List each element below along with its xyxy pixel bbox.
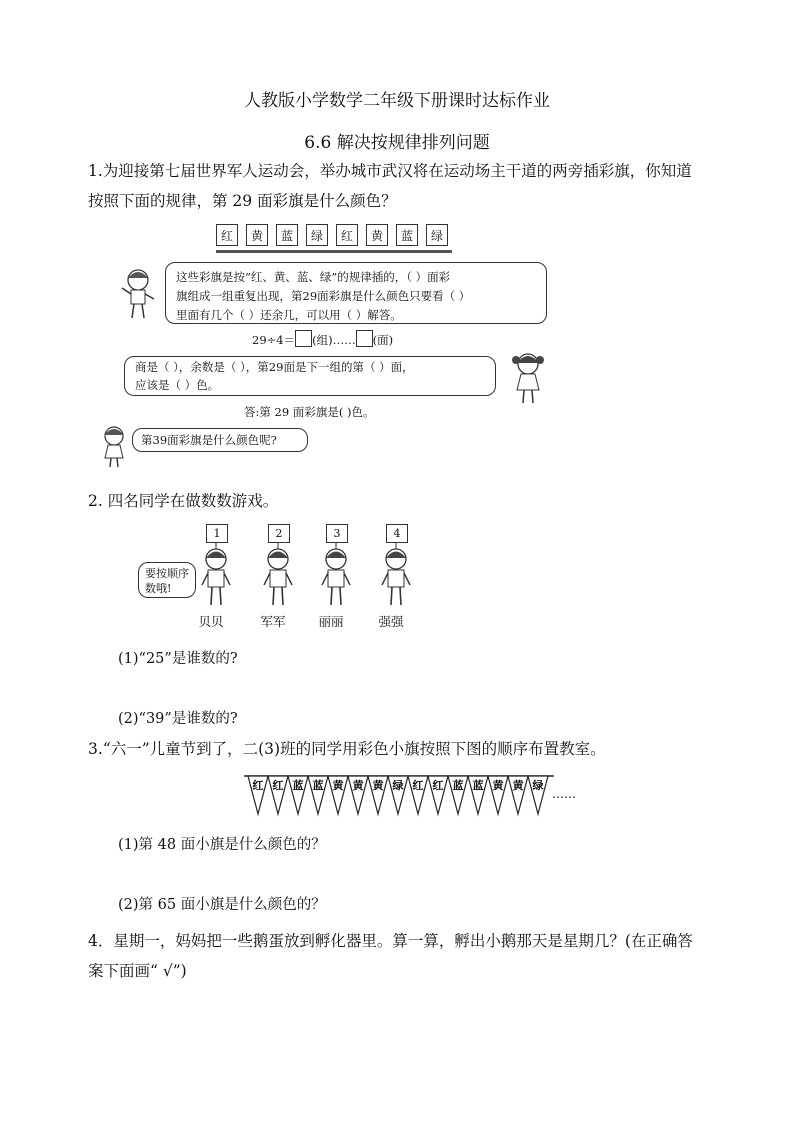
- pennant-ellipsis: ……: [552, 787, 576, 801]
- q3-text: 3.“六一”儿童节到了，二(3)班的同学用彩色小旗按照下图的顺序布置教室。: [88, 740, 606, 758]
- kid-number: 2: [268, 524, 290, 543]
- kid-figure: [318, 524, 354, 613]
- q2-sub2: (2)“39”是谁数的?: [118, 711, 238, 727]
- pennant-label: 绿: [532, 779, 544, 792]
- pennant-label: 红: [252, 779, 264, 792]
- q1-question-bubble: [132, 428, 308, 452]
- q4-text-line1: 4．星期一，妈妈把一些鹅蛋放到孵化器里。算一算，孵出小鹅那天是星期几？(在正确答: [88, 932, 693, 950]
- kid-name: 强强: [378, 614, 404, 629]
- q1-flag: 黄: [246, 224, 268, 246]
- q1-answer-bubble: [124, 356, 496, 396]
- page-subtitle: 6.6 解决按规律排列问题: [304, 133, 490, 153]
- pennant-label: 黄: [512, 779, 524, 792]
- pennant-label: 红: [272, 779, 284, 792]
- q1-flag: 绿: [306, 224, 328, 246]
- pennant-label: 红: [412, 779, 424, 792]
- girl-small-figure-icon: [96, 424, 132, 468]
- child-icon: [378, 543, 414, 609]
- q1-hint-line1: 这些彩旗是按“红、黄、蓝、绿”的规律插的，（ ）面彩: [176, 270, 451, 284]
- q1-hint-line2: 旗组成一组重复出现，第29面彩旗是什么颜色只要看（ ）: [176, 289, 471, 303]
- pennant-label: 绿: [392, 779, 404, 792]
- pennant-label: 黄: [492, 779, 504, 792]
- pennant-string: [240, 772, 600, 818]
- pennant-label: 黄: [332, 779, 344, 792]
- boy-figure-icon: [118, 266, 160, 321]
- q1-text-line1: 1.为迎接第七届世界军人运动会，举办城市武汉将在运动场主干道的两旁插彩旗，你知道: [88, 162, 692, 180]
- kid-figure: [260, 524, 296, 613]
- quotient-box[interactable]: [295, 330, 312, 347]
- q1-flag: 蓝: [276, 224, 298, 246]
- kid-name: 丽丽: [318, 614, 344, 629]
- pennant-label: 黄: [372, 779, 384, 792]
- remainder-box[interactable]: [356, 330, 373, 347]
- kid-number: 3: [326, 524, 348, 543]
- q1-flag: 红: [336, 224, 358, 246]
- q1-flag-row: [216, 224, 456, 253]
- pennant-label: 红: [432, 779, 444, 792]
- kid-figure: [198, 524, 234, 613]
- kid-name: 贝贝: [198, 614, 224, 629]
- q3-sub2: (2)第 65 面小旗是什么颜色的？: [118, 897, 326, 913]
- kid-number: 1: [206, 524, 228, 543]
- equation-left: 29÷4＝: [252, 333, 296, 347]
- q1-flag: 黄: [366, 224, 388, 246]
- child-icon: [260, 543, 296, 609]
- page-title: 人教版小学数学二年级下册课时达标作业: [244, 91, 550, 111]
- q1-answer-line1: 商是（ ），余数是（ ），第29面是下一组的第（ ）面，: [135, 360, 414, 374]
- q1-text-line2: 按照下面的规律，第 29 面彩旗是什么颜色？: [88, 192, 397, 210]
- q1-answer: 答:第 29 面彩旗是( )色。: [244, 405, 375, 419]
- child-icon: [198, 543, 234, 609]
- pennant-label: 蓝: [312, 779, 324, 792]
- q1-question-text: 第39面彩旗是什么颜色呢?: [141, 433, 277, 447]
- q1-flag: 蓝: [396, 224, 418, 246]
- kid-number: 4: [386, 524, 408, 543]
- pennant-label: 蓝: [452, 779, 464, 792]
- q4-text-line2: 案下面画“ √”): [88, 962, 187, 980]
- equation-right: (面): [372, 333, 394, 347]
- kid-figure: [378, 524, 414, 613]
- pennant-label: 蓝: [472, 779, 484, 792]
- q1-flag: 绿: [426, 224, 448, 246]
- count-speech-bubble: [138, 562, 196, 598]
- q3-sub1: (1)第 48 面小旗是什么颜色的？: [118, 837, 326, 853]
- count-speech-text: 要按顺序数哦!: [145, 567, 189, 595]
- child-icon: [318, 543, 354, 609]
- q2-text: 2. 四名同学在做数数游戏。: [88, 492, 279, 510]
- q1-answer-line2: 应该是（ ）色。: [135, 378, 220, 392]
- q2-sub1: (1)“25”是谁数的?: [118, 651, 238, 667]
- pennant-label: 蓝: [292, 779, 304, 792]
- pennant-label: 黄: [352, 779, 364, 792]
- girl-figure-icon: [508, 350, 548, 405]
- q1-equation: [252, 330, 393, 348]
- q2-illustration: [136, 522, 436, 614]
- q1-flag: 红: [216, 224, 238, 246]
- equation-mid: (组)……: [312, 333, 356, 347]
- q1-hint-line3: 里面有几个（ ）还余几，可以用（ ）解答。: [176, 308, 402, 322]
- kid-name: 军军: [260, 614, 286, 629]
- q1-hint-bubble: [165, 262, 547, 324]
